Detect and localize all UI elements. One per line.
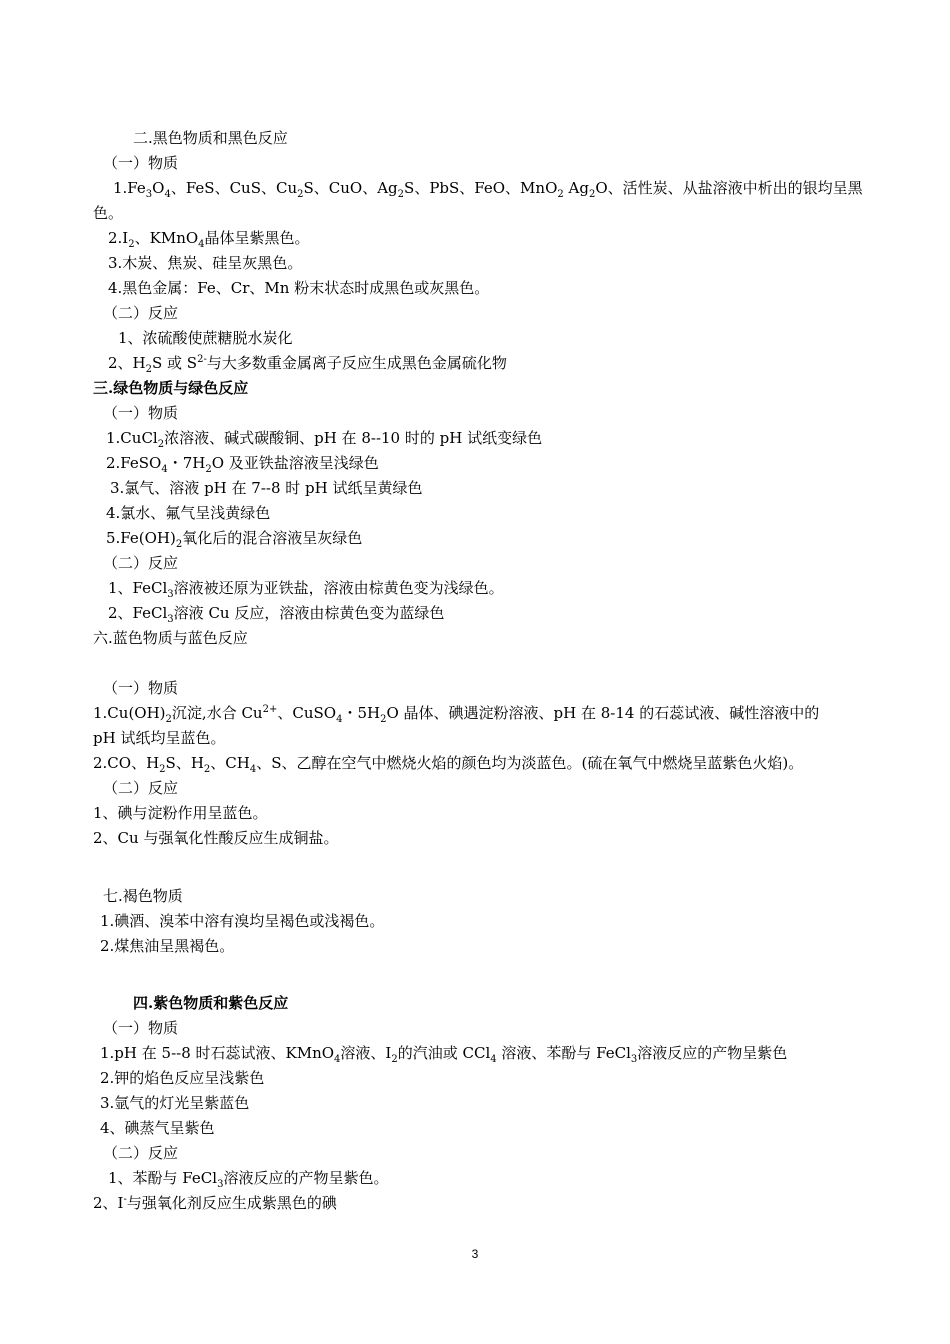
list-item: 1、碘与淀粉作用呈蓝色。 <box>93 804 268 822</box>
list-item: 1.碘酒、溴苯中溶有溴均呈褐色或浅褐色。 <box>100 912 385 930</box>
list-item: 4.黑色金属：Fe、Cr、Mn 粉末状态时成黑色或灰黑色。 <box>108 279 490 297</box>
list-item: $2.I_2$、KMnO$_4$晶体呈紫黑色。 <box>108 229 310 250</box>
subheading-substances: （一）物质 <box>103 679 179 697</box>
list-item: 2、$H_2S$ 或 $S^{2-}$与大多数重金属离子反应生成黑色金属硫化物 <box>108 354 507 375</box>
list-item: 2、I-与强氧化剂反应生成紫黑色的碘 <box>93 1194 337 1212</box>
list-item: 1、苯酚与 FeCl$_3$溶液反应的产物呈紫色。 <box>108 1169 389 1190</box>
subheading-substances: （一）物质 <box>103 154 179 172</box>
list-item: 4.氯水、氟气呈浅黄绿色 <box>106 504 271 522</box>
list-item: 2.钾的焰色反应呈浅紫色 <box>100 1069 265 1087</box>
list-item: 3.氩气的灯光呈紫蓝色 <box>100 1094 250 1112</box>
list-item: $1.Fe_3O_4$、FeS、CuS、$Cu_2S$、CuO、$Ag_2S$、PbS、FeO、MnO$_2$ $Ag_2O$、活性炭、从盐溶液中析出的银均呈黑 <box>113 179 863 200</box>
list-item: $5.Fe(OH)_2$氧化后的混合溶液呈灰绿色 <box>106 529 363 550</box>
subheading-substances: （一）物质 <box>103 404 179 422</box>
section-heading-brown: 七.褐色物质 <box>103 887 183 905</box>
list-item: 2.FeSO$_4$・$7H_2O$ 及亚铁盐溶液呈浅绿色 <box>106 454 379 475</box>
list-item: 1、FeCl$_3$溶液被还原为亚铁盐，溶液由棕黄色变为浅绿色。 <box>108 579 504 600</box>
list-item: 2、FeCl$_3$溶液 Cu 反应，溶液由棕黄色变为蓝绿色 <box>108 604 445 625</box>
list-item: 1.pH 在 5--8 时石蕊试液、KMnO$_4$溶液、$I_2$的汽油或 CCl$_4$ 溶液、苯酚与 FeCl$_3$溶液反应的产物呈紫色 <box>100 1044 788 1065</box>
list-item-continuation: 色。 <box>93 204 124 222</box>
section-heading-blue: 六.蓝色物质与蓝色反应 <box>93 629 248 647</box>
list-item: 3.氯气、溶液 pH 在 7--8 时 pH 试纸呈黄绿色 <box>110 479 423 497</box>
page-number: 3 <box>471 1247 479 1261</box>
subheading-reactions: （二）反应 <box>103 304 179 322</box>
subheading-reactions: （二）反应 <box>103 554 179 572</box>
list-item: 2.CO、$H_2S$、$H_2$、$CH_4$、S、乙醇在空气中燃烧火焰的颜色均为淡蓝色。(硫在氧气中燃烧呈蓝紫色火焰)。 <box>93 754 804 775</box>
section-heading-green: 三.绿色物质与绿色反应 <box>93 379 249 397</box>
list-item-continuation: pH 试纸均呈蓝色。 <box>93 729 226 747</box>
list-item: 2、Cu 与强氧化性酸反应生成铜盐。 <box>93 829 339 847</box>
list-item: 1.CuCl$_2$浓溶液、碱式碳酸铜、pH 在 8--10 时的 pH 试纸变绿色 <box>106 429 543 450</box>
section-heading-purple: 四.紫色物质和紫色反应 <box>133 994 289 1012</box>
list-item: 1、浓硫酸使蔗糖脱水炭化 <box>118 329 293 347</box>
list-item: $1.Cu(OH)_2$沉淀,水合 $Cu^{2+}$、CuSO$_4$・$5H_2O$ 晶体、碘遇淀粉溶液、pH 在 8-14 的石蕊试液、碱性溶液中的 <box>93 704 820 725</box>
subheading-substances: （一）物质 <box>103 1019 179 1037</box>
list-item: 3.木炭、焦炭、硅呈灰黑色。 <box>108 254 303 272</box>
list-item: 2.煤焦油呈黑褐色。 <box>100 937 235 955</box>
list-item: 4、碘蒸气呈紫色 <box>100 1119 215 1137</box>
subheading-reactions: （二）反应 <box>103 1144 179 1162</box>
section-heading-black: 二.黑色物质和黑色反应 <box>133 129 288 147</box>
subheading-reactions: （二）反应 <box>103 779 179 797</box>
